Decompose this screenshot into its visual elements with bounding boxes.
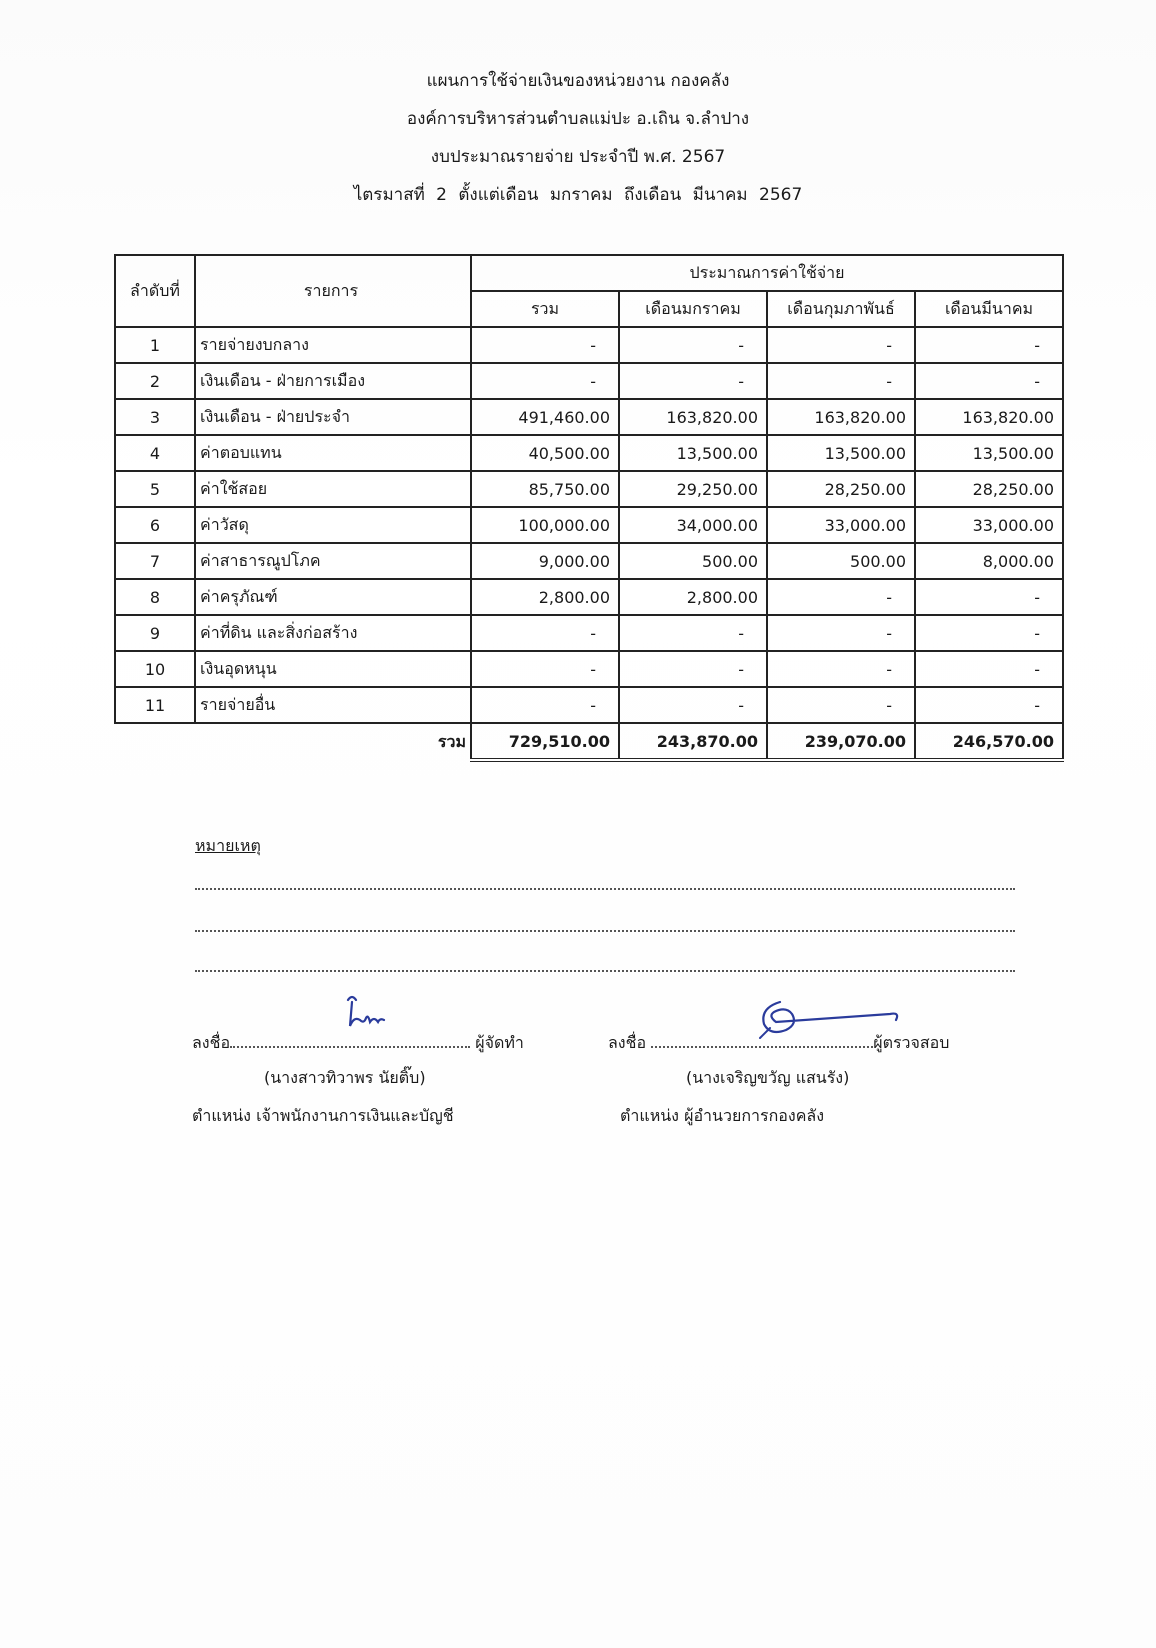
- document-header: [0, 62, 1156, 214]
- row-total-cell: -: [471, 615, 619, 651]
- row-february-cell: -: [767, 327, 915, 363]
- row-total-cell: -: [471, 327, 619, 363]
- right-signer-position: ตำแหน่ง ผู้อำนวยการกองคลัง: [620, 1106, 825, 1125]
- left-signer-name: (นางสาวทิวาพร นัยติ๊บ): [264, 1068, 426, 1087]
- row-january-cell: -: [619, 615, 767, 651]
- row-march-cell: -: [915, 651, 1063, 687]
- left-role-label: ผู้จัดทำ: [475, 1033, 524, 1052]
- header-quarter: ไตรมาสที่ 2 ตั้งแต่เดือน มกราคม ถึงเดือน มีนาคม 2567: [353, 185, 803, 205]
- row-february-cell: 28,250.00: [767, 471, 915, 507]
- right-sign-label: ลงชื่อ: [608, 1033, 647, 1052]
- row-february-cell: 33,000.00: [767, 507, 915, 543]
- row-march-cell: 13,500.00: [915, 435, 1063, 471]
- table-row: [115, 579, 1063, 615]
- right-role-label: ผู้ตรวจสอบ: [873, 1033, 950, 1052]
- row-january-cell: 13,500.00: [619, 435, 767, 471]
- row-february-cell: 13,500.00: [767, 435, 915, 471]
- header-no: ลำดับที่: [115, 255, 195, 327]
- table-row: [115, 507, 1063, 543]
- row-february-cell: -: [767, 687, 915, 723]
- row-february-cell: -: [767, 579, 915, 615]
- row-number-cell: 7: [115, 543, 195, 579]
- left-signer-position: ตำแหน่ง เจ้าพนักงานการเงินและบัญชี: [192, 1106, 454, 1125]
- right-handwritten-signature: [740, 994, 910, 1044]
- header-budget-year: งบประมาณรายจ่าย ประจำปี พ.ศ. 2567: [430, 147, 726, 167]
- header-march: เดือนมีนาคม: [915, 291, 1063, 327]
- table-row: [115, 651, 1063, 687]
- row-item-cell: ค่าใช้สอย: [195, 471, 471, 507]
- table-row: [115, 615, 1063, 651]
- remark-line-1: [195, 888, 1015, 890]
- row-total-cell: 491,460.00: [471, 399, 619, 435]
- table-row: [115, 363, 1063, 399]
- row-february-cell: 500.00: [767, 543, 915, 579]
- row-march-cell: 163,820.00: [915, 399, 1063, 435]
- table-row: [115, 327, 1063, 363]
- row-total-cell: 2,800.00: [471, 579, 619, 615]
- row-total-cell: 9,000.00: [471, 543, 619, 579]
- row-total-cell: 85,750.00: [471, 471, 619, 507]
- row-item-cell: รายจ่ายอื่น: [195, 687, 471, 723]
- row-january-cell: -: [619, 651, 767, 687]
- row-march-cell: -: [915, 615, 1063, 651]
- row-item-cell: ค่าครุภัณฑ์: [195, 579, 471, 615]
- row-march-cell: 8,000.00: [915, 543, 1063, 579]
- header-title: แผนการใช้จ่ายเงินของหน่วยงาน กองคลัง: [426, 71, 730, 91]
- row-february-cell: -: [767, 615, 915, 651]
- row-number-cell: 9: [115, 615, 195, 651]
- row-january-cell: 34,000.00: [619, 507, 767, 543]
- row-total-cell: -: [471, 363, 619, 399]
- table-row: [115, 471, 1063, 507]
- row-number-cell: 11: [115, 687, 195, 723]
- table-body: [115, 327, 1063, 723]
- row-number-cell: 10: [115, 651, 195, 687]
- row-total-cell: 40,500.00: [471, 435, 619, 471]
- row-item-cell: เงินเดือน - ฝ่ายการเมือง: [195, 363, 471, 399]
- row-january-cell: -: [619, 327, 767, 363]
- header-january: เดือนมกราคม: [619, 291, 767, 327]
- row-january-cell: 163,820.00: [619, 399, 767, 435]
- total-february: 239,070.00: [767, 723, 915, 760]
- row-number-cell: 3: [115, 399, 195, 435]
- row-march-cell: -: [915, 579, 1063, 615]
- expense-plan-table: [114, 254, 1064, 762]
- row-item-cell: ค่าวัสดุ: [195, 507, 471, 543]
- row-number-cell: 8: [115, 579, 195, 615]
- row-item-cell: ค่าตอบแทน: [195, 435, 471, 471]
- row-march-cell: -: [915, 363, 1063, 399]
- header-organization: องค์การบริหารส่วนตำบลแม่ปะ อ.เถิน จ.ลำปาง: [406, 109, 750, 129]
- row-item-cell: ค่าที่ดิน และสิ่งก่อสร้าง: [195, 615, 471, 651]
- header-total: รวม: [471, 291, 619, 327]
- table-row: [115, 543, 1063, 579]
- row-january-cell: -: [619, 687, 767, 723]
- total-march: 246,570.00: [915, 723, 1063, 760]
- row-february-cell: -: [767, 651, 915, 687]
- right-signer-name: (นางเจริญขวัญ แสนรัง): [686, 1068, 850, 1087]
- left-sign-label: ลงชื่อ: [192, 1033, 231, 1052]
- left-handwritten-signature: [330, 992, 400, 1042]
- row-total-cell: 100,000.00: [471, 507, 619, 543]
- row-item-cell: รายจ่ายงบกลาง: [195, 327, 471, 363]
- total-label: รวม: [437, 731, 466, 751]
- row-january-cell: -: [619, 363, 767, 399]
- row-total-cell: -: [471, 687, 619, 723]
- total-row: [115, 723, 1063, 760]
- row-item-cell: เงินอุดหนุน: [195, 651, 471, 687]
- row-march-cell: -: [915, 687, 1063, 723]
- row-number-cell: 4: [115, 435, 195, 471]
- remark-line-2: [195, 930, 1015, 932]
- row-january-cell: 2,800.00: [619, 579, 767, 615]
- row-march-cell: 28,250.00: [915, 471, 1063, 507]
- table-row: [115, 687, 1063, 723]
- row-number-cell: 1: [115, 327, 195, 363]
- row-march-cell: 33,000.00: [915, 507, 1063, 543]
- header-estimate: ประมาณการค่าใช้จ่าย: [471, 255, 1063, 291]
- table-row: [115, 399, 1063, 435]
- row-item-cell: ค่าสาธารณูปโภค: [195, 543, 471, 579]
- remark-line-3: [195, 970, 1015, 972]
- table-row: [115, 435, 1063, 471]
- row-number-cell: 6: [115, 507, 195, 543]
- total-january: 243,870.00: [619, 723, 767, 760]
- row-total-cell: -: [471, 651, 619, 687]
- row-january-cell: 29,250.00: [619, 471, 767, 507]
- row-number-cell: 2: [115, 363, 195, 399]
- row-march-cell: -: [915, 327, 1063, 363]
- row-number-cell: 5: [115, 471, 195, 507]
- row-item-cell: เงินเดือน - ฝ่ายประจำ: [195, 399, 471, 435]
- row-february-cell: 163,820.00: [767, 399, 915, 435]
- remark-title: หมายเหตุ: [195, 836, 261, 855]
- row-january-cell: 500.00: [619, 543, 767, 579]
- header-february: เดือนกุมภาพันธ์: [767, 291, 915, 327]
- row-february-cell: -: [767, 363, 915, 399]
- header-item: รายการ: [195, 255, 471, 327]
- total-sum: 729,510.00: [471, 723, 619, 760]
